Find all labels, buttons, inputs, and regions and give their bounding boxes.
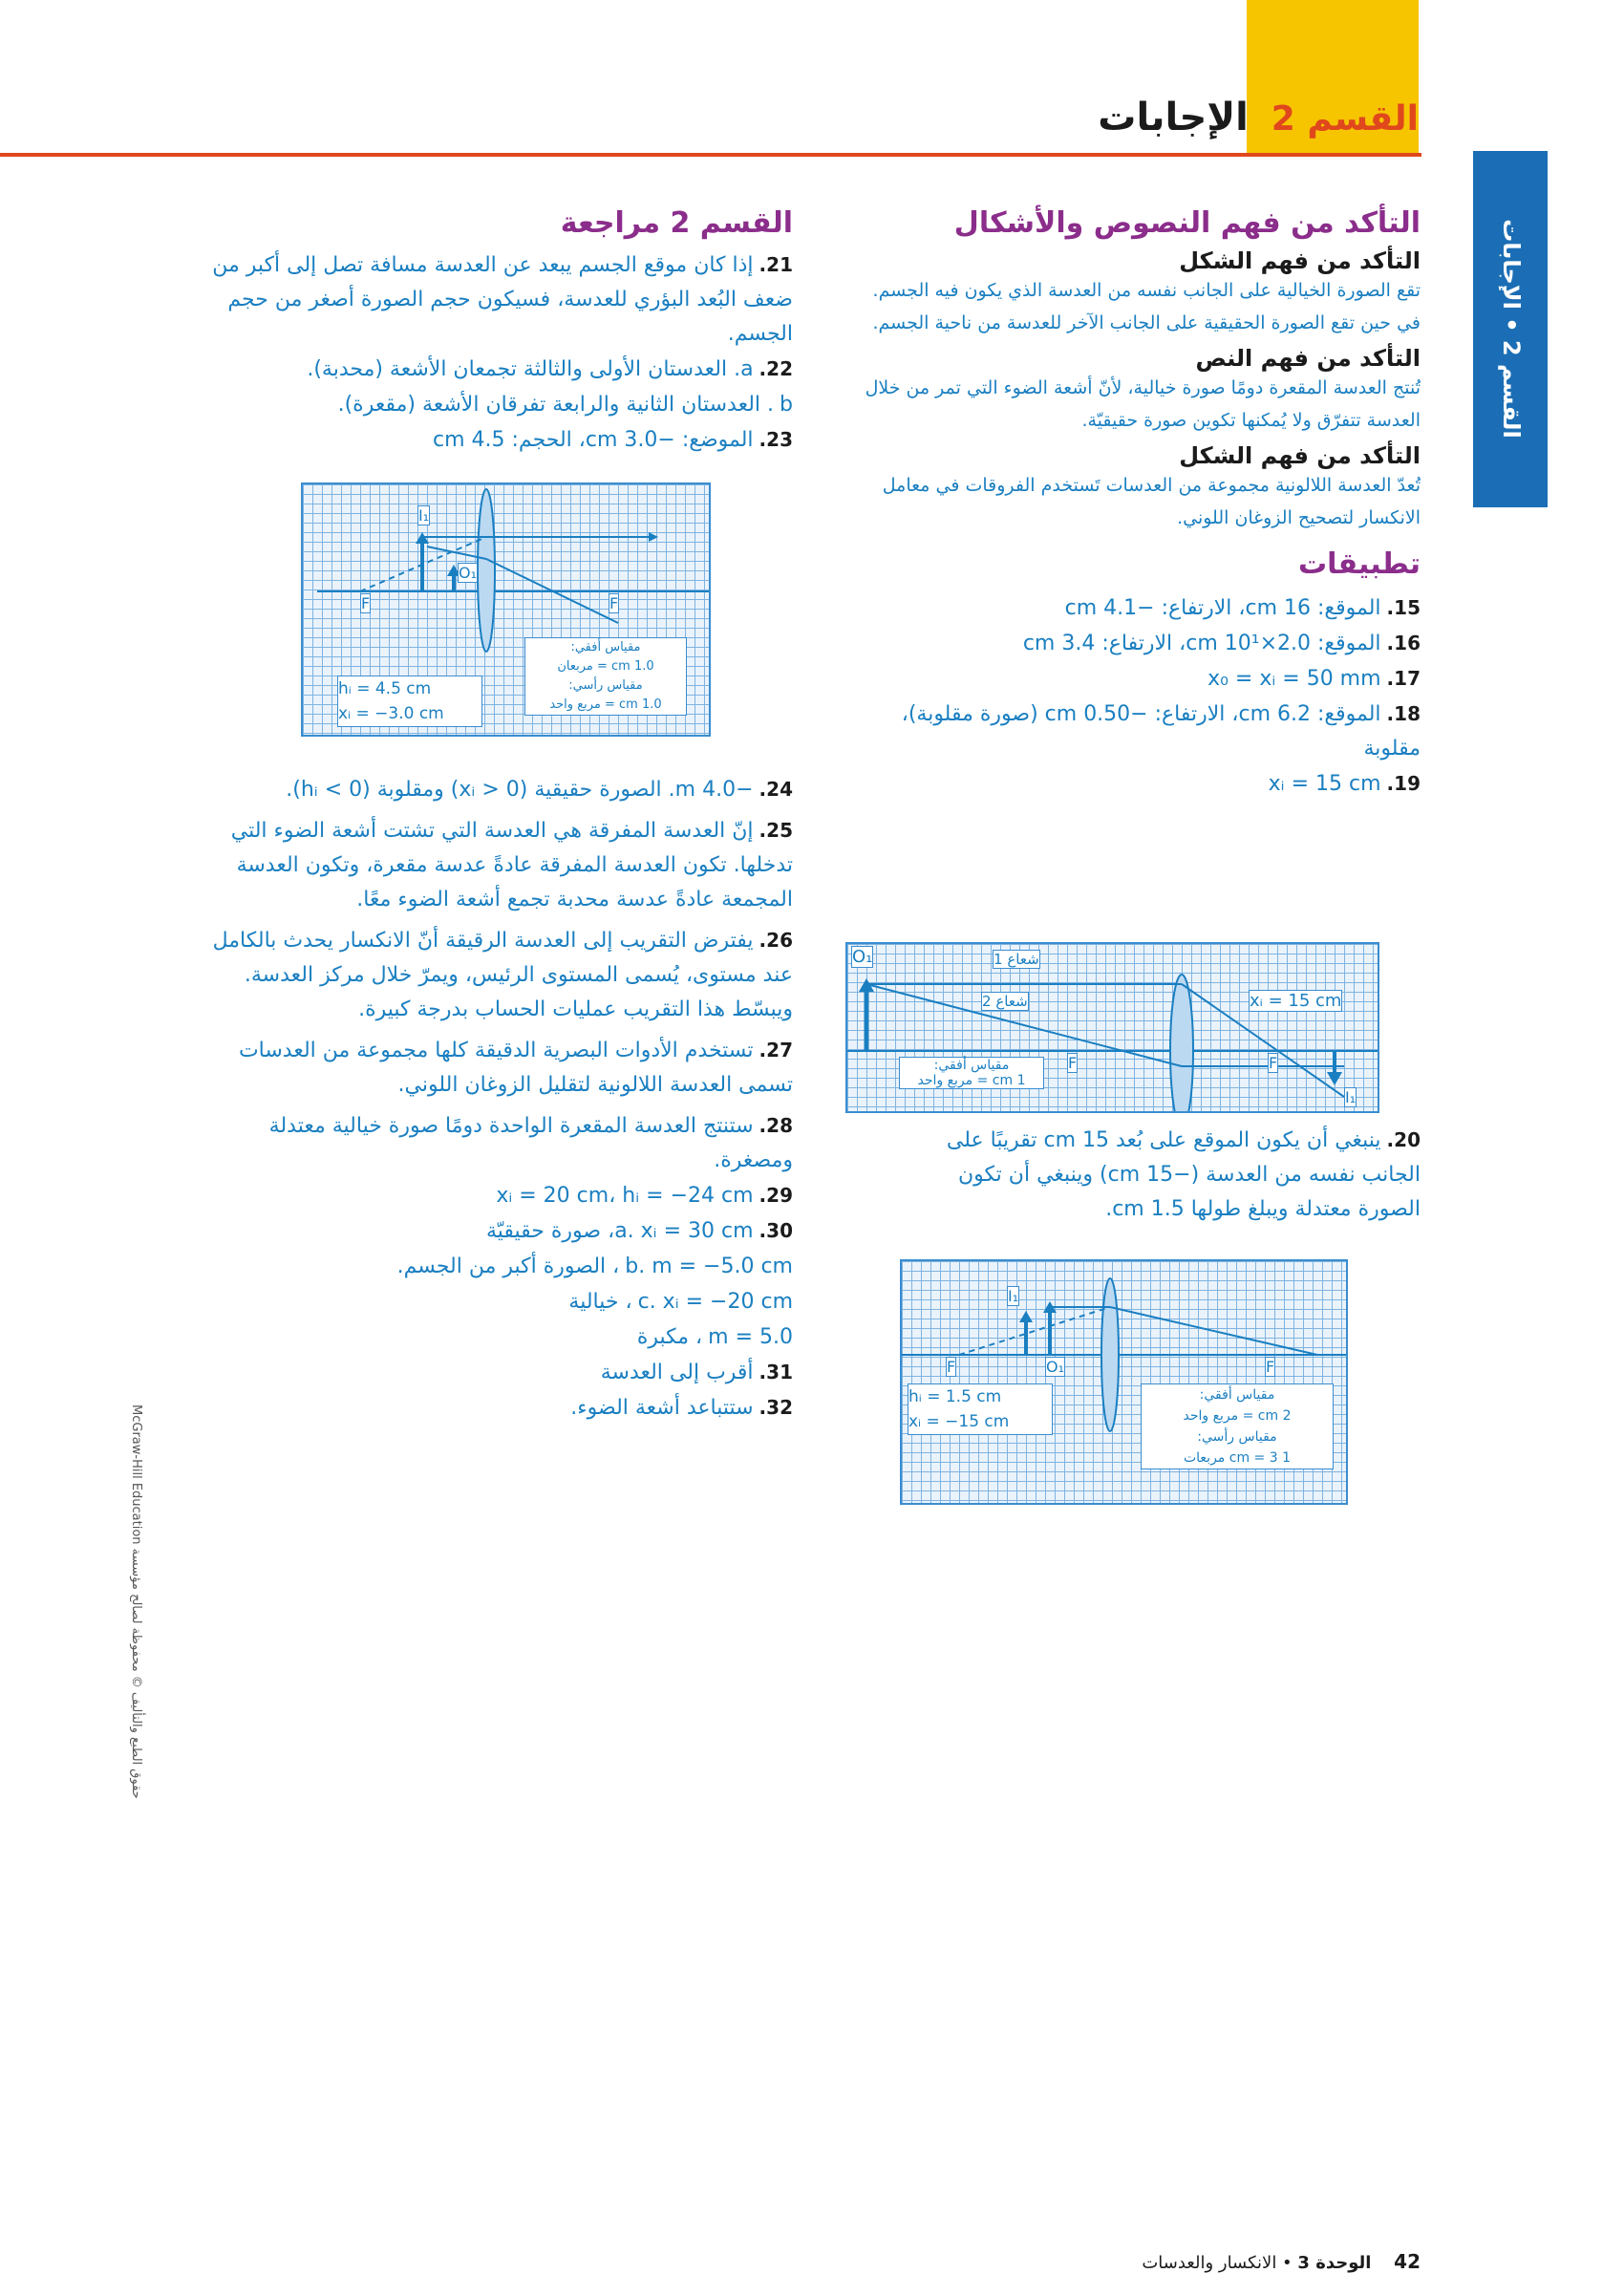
measure-box: hᵢ = 1.5 cm xᵢ = −15 cm <box>908 1383 1053 1435</box>
scale-box: مقياس أفقي: 1.0 cm = مربعان مقياس رأسي: 1.0 cm = مربع واحد <box>524 637 687 716</box>
i1-label: I₁ <box>418 506 430 525</box>
header-rule <box>0 153 1421 157</box>
answer-item: 31.أقرب إلى العدسة <box>600 1361 793 1384</box>
left-column <box>210 206 793 458</box>
answer-item: 18.الموقع: 6.2 cm، الارتفاع: −0.50 cm (صورة مقلوبة)، مقلوبة <box>901 702 1421 761</box>
answer-item: 19.xᵢ = 15 cm <box>1268 772 1421 796</box>
answer-item: 22.a. العدستان الأولى والثالثة تجمعان الأشعة (محدبة). <box>307 357 793 381</box>
ray-diagram-20 <box>900 1259 1348 1505</box>
ray-diagram-23 <box>301 482 711 737</box>
answer-item: 21.إذا كان موقع الجسم يبعد عن العدسة مسافة تصل إلى أكبر من ضعف البُعد البؤري للعدسة، فسيكون حجم الصورة أصغر من حجم الجسم. <box>212 253 793 346</box>
focal-label: F <box>1266 1358 1275 1376</box>
section-label: القسم 2 <box>1271 99 1419 139</box>
answer-item: 16.الموقع: 2.0×10¹ cm، الارتفاع: 3.4 cm <box>1022 632 1421 655</box>
scale-box: مقياس أفقي: 2 cm = مربع واحد مقياس رأسي: 1 cm = 3 مربعات <box>1141 1383 1334 1469</box>
block-title: التأكد من فهم النص <box>1195 345 1421 372</box>
unit-title: الانكسار والعدسات <box>1142 2253 1277 2273</box>
focal-label: F <box>609 594 619 612</box>
unit-label: الوحدة 3 <box>1297 2253 1372 2273</box>
answer-item: 25.إنّ العدسة المفرقة هي العدسة التي تشتت أشعة الضوء التي تدخلها. تكون العدسة المفرقة عادةً عدسة مقعرة، وتكون العدسة المجمعة عادةً عدسة محدبة تجمع أشعة الضوء معًا. <box>230 819 793 911</box>
focal-label: F <box>1269 1054 1278 1072</box>
left-column-continued <box>210 772 793 1426</box>
ray-diagram-19 <box>845 942 1379 1113</box>
page-footer: 42 الوحدة 3 • الانكسار والعدسات <box>1142 2250 1421 2273</box>
ray2-label: شعاع 2 <box>982 993 1028 1010</box>
answer-item: 32.ستتباعد أشعة الضوء. <box>570 1396 793 1420</box>
page-title <box>941 96 1419 139</box>
ray1-label: شعاع 1 <box>994 951 1039 968</box>
answer-item: 23.الموضع: −3.0 cm، الحجم: 4.5 cm <box>432 428 793 452</box>
focal-label: F <box>361 594 371 612</box>
answer-item: b. العدستان الثانية والرابعة تفرقان الأشعة (مقعرة). <box>337 393 793 417</box>
o1-label: O₁ <box>1046 1358 1065 1376</box>
answer-item: 28.ستنتج العدسة المقعرة الواحدة دومًا صورة خيالية معتدلة ومصغرة. <box>268 1114 793 1172</box>
answer-item: 27.تستخدم الأدوات البصرية الدقيقة كلها مجموعة من العدسات تسمى العدسة اللالونية لتقليل الزوغان اللوني. <box>238 1039 793 1097</box>
answer-item: 29.xᵢ = 20 cm، hᵢ = −24 cm <box>496 1184 793 1208</box>
focal-label: F <box>947 1358 956 1376</box>
check-heading: التأكد من فهم النصوص والأشكال <box>953 206 1421 240</box>
copyright-credit: McGraw-Hill Education حقوق الطبع والتأليف © محفوظة لصالح مؤسسة <box>129 1405 143 1799</box>
block-text: تُنتج العدسة المقعرة دومًا صورة خيالية، لأنّ أشعة الضوء التي تمر من خلال العدسة تتفرّق ولا يُمكنها تكوين صورة حقيقيّة. <box>865 377 1421 431</box>
block-title: التأكد من فهم الشكل <box>1179 442 1421 469</box>
applications-heading: تطبيقات <box>1298 547 1421 581</box>
title-text: الإجابات <box>1098 96 1249 139</box>
o1-label: O₁ <box>852 947 873 967</box>
answer-item: b. m = −5.0 cm، الصورة أكبر من الجسم. <box>396 1254 793 1278</box>
focal-label: F <box>1068 1054 1078 1072</box>
measure-box: hᵢ = 4.5 cm xᵢ = −3.0 cm <box>337 675 482 727</box>
answer-item: 17.x₀ = xᵢ = 50 mm <box>1207 667 1421 691</box>
o1-label: O₁ <box>459 564 478 582</box>
answer-item: c. xᵢ = −20 cm، خيالية <box>568 1290 793 1314</box>
block-text: تُعدّ العدسة اللالونية مجموعة من العدسات تَستخدم الفروقات في معامل الانكسار لتصحيح الزوغان اللوني. <box>882 475 1421 528</box>
scale-box: مقياس أفقي: 1 cm = مربع واحد <box>899 1057 1044 1089</box>
i1-label: I₁ <box>1345 1088 1357 1106</box>
xi-label: xᵢ = 15 cm <box>1250 991 1342 1011</box>
right-column <box>847 206 1421 802</box>
block-text: تقع الصورة الخيالية على الجانب نفسه من العدسة الذي يكون فيه الجسم. في حين تقع الصورة الحقيقية على الجانب الآخر للعدسة من ناحية الجسم. <box>872 280 1421 333</box>
answer-item: 26.يفترض التقريب إلى العدسة الرقيقة أنّ الانكسار يحدث بالكامل عند مستوى، يُسمى المستوى الرئيس، ويمرّ خلال مركز العدسة. ويبسّط هذا التقريب عمليات الحساب بدرجة كبيرة. <box>212 929 793 1021</box>
answer-item: m = 5.0، مكبرة <box>636 1325 793 1349</box>
answer-item: 15.الموقع: 16 cm، الارتفاع: −4.1 cm <box>1064 596 1421 620</box>
side-tab-text: القسم 2 • الإجابات <box>1498 219 1525 439</box>
answer-item: 30.a. xᵢ = 30 cm، صورة حقيقيّة <box>485 1219 793 1243</box>
review-heading: القسم 2 مراجعة <box>560 206 793 240</box>
answer-item-20: 20.ينبغي أن يكون الموقع على بُعد 15 cm تقريبًا على الجانب نفسه من العدسة (−15 cm) وينبغي أن تكون الصورة معتدلة ويبلغ طولها 1.5 cm. <box>946 1128 1421 1221</box>
page-number: 42 <box>1394 2250 1421 2273</box>
answer-item: 24.−4.0 m. الصورة حقيقية (xᵢ > 0) ومقلوبة (hᵢ < 0). <box>286 778 793 802</box>
i1-label: I₁ <box>1008 1287 1019 1305</box>
block-title: التأكد من فهم الشكل <box>1179 247 1421 274</box>
